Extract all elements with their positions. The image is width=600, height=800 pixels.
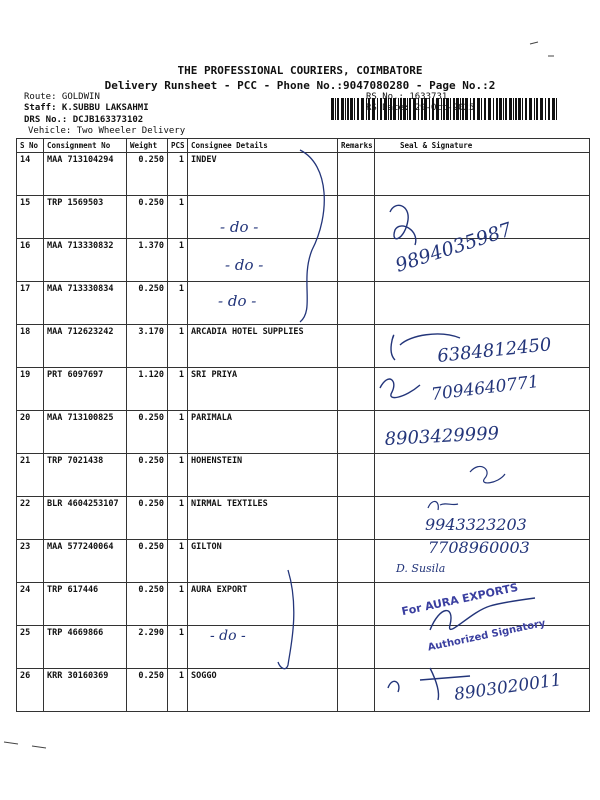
barcode-bar bbox=[545, 98, 546, 120]
barcode-bar bbox=[357, 98, 359, 120]
row-sno: 17 bbox=[17, 282, 44, 325]
row-consignee: NIRMAL TEXTILES bbox=[188, 497, 338, 540]
row-signature bbox=[375, 153, 590, 196]
row-consignee bbox=[188, 282, 338, 325]
col-remarks: Remarks bbox=[338, 139, 375, 153]
row-consignment: MAA 713330834 bbox=[44, 282, 127, 325]
scan-mark bbox=[4, 742, 46, 748]
row-pcs: 1 bbox=[168, 411, 188, 454]
barcode-bar bbox=[361, 98, 364, 120]
row-remarks bbox=[338, 153, 375, 196]
row-sno: 19 bbox=[17, 368, 44, 411]
phone-note: 6384812450 bbox=[436, 334, 553, 367]
row-consignee: ARCADIA HOTEL SUPPLIES bbox=[188, 325, 338, 368]
row-remarks bbox=[338, 239, 375, 282]
row-signature bbox=[375, 454, 590, 497]
barcode-bar bbox=[548, 98, 550, 120]
row-consignment: TRP 617446 bbox=[44, 583, 127, 626]
row-weight: 0.250 bbox=[127, 454, 168, 497]
table-row bbox=[17, 626, 590, 669]
row-sno: 20 bbox=[17, 411, 44, 454]
row-sno: 18 bbox=[17, 325, 44, 368]
row-sno: 22 bbox=[17, 497, 44, 540]
scan-mark bbox=[530, 42, 554, 56]
row-remarks bbox=[338, 196, 375, 239]
row-weight: 0.250 bbox=[127, 669, 168, 712]
staff-label: Staff: K.SUBBU LAKSAHMI bbox=[24, 103, 149, 113]
row-pcs: 1 bbox=[168, 239, 188, 282]
barcode-bar bbox=[522, 98, 523, 120]
row-remarks bbox=[338, 411, 375, 454]
barcode-bar bbox=[552, 98, 555, 120]
row-consignment: MAA 577240064 bbox=[44, 540, 127, 583]
barcode-bar bbox=[513, 98, 514, 120]
table-row bbox=[17, 497, 590, 540]
barcode-bar bbox=[350, 98, 353, 120]
phone-note: 8903020011 bbox=[452, 670, 563, 705]
row-signature bbox=[375, 196, 590, 239]
row-consignment: MAA 713104294 bbox=[44, 153, 127, 196]
barcode-bar bbox=[515, 98, 517, 120]
barcode-bar bbox=[536, 98, 538, 120]
barcode-bar bbox=[525, 98, 527, 120]
row-consignee: GILTON bbox=[188, 540, 338, 583]
row-pcs: 1 bbox=[168, 325, 188, 368]
drs-label: DRS No.: DCJB163373102 bbox=[24, 115, 144, 125]
row-sno: 15 bbox=[17, 196, 44, 239]
row-consignee: HOHENSTEIN bbox=[188, 454, 338, 497]
route-label: Route: GOLDWIN bbox=[24, 92, 100, 102]
phone-note: 7708960003 bbox=[428, 538, 530, 557]
row-weight: 1.370 bbox=[127, 239, 168, 282]
row-weight: 0.250 bbox=[127, 540, 168, 583]
col-weight: Weight bbox=[127, 139, 168, 153]
company-title: THE PROFESSIONAL COURIERS, COIMBATORE bbox=[177, 64, 423, 77]
row-remarks bbox=[338, 282, 375, 325]
row-consignment: KRR 30160369 bbox=[44, 669, 127, 712]
barcode-bar bbox=[509, 98, 512, 120]
barcode-bar bbox=[496, 98, 498, 120]
table-row bbox=[17, 454, 590, 497]
row-weight: 0.250 bbox=[127, 583, 168, 626]
table-row bbox=[17, 282, 590, 325]
col-consignee: Consignee Details bbox=[188, 139, 338, 153]
row-consignment: TRP 4669866 bbox=[44, 626, 127, 669]
row-signature bbox=[375, 239, 590, 282]
ditto-mark: - do - bbox=[225, 256, 264, 274]
col-sno: S No bbox=[17, 139, 44, 153]
barcode-bar bbox=[488, 98, 491, 120]
row-weight: 0.250 bbox=[127, 282, 168, 325]
runsheet-subtitle: Delivery Runsheet - PCC - Phone No.:9047080280 - Page No.:2 bbox=[104, 79, 496, 92]
barcode-bar bbox=[518, 98, 521, 120]
row-signature bbox=[375, 325, 590, 368]
row-remarks bbox=[338, 583, 375, 626]
row-pcs: 1 bbox=[168, 282, 188, 325]
row-signature bbox=[375, 368, 590, 411]
barcode-bar bbox=[493, 98, 494, 120]
row-signature bbox=[375, 626, 590, 669]
rs-date: RS Date: 29-Oct-2025 bbox=[366, 103, 475, 113]
row-sno: 16 bbox=[17, 239, 44, 282]
col-pcs: PCS bbox=[168, 139, 188, 153]
row-signature bbox=[375, 282, 590, 325]
row-pcs: 1 bbox=[168, 583, 188, 626]
row-pcs: 1 bbox=[168, 540, 188, 583]
barcode-bar bbox=[481, 98, 482, 120]
row-remarks bbox=[338, 626, 375, 669]
row-pcs: 1 bbox=[168, 454, 188, 497]
table-row bbox=[17, 153, 590, 196]
table-header-row bbox=[17, 139, 590, 153]
row-consignee: INDEV bbox=[188, 153, 338, 196]
row-weight: 0.250 bbox=[127, 196, 168, 239]
row-consignee: PARIMALA bbox=[188, 411, 338, 454]
row-remarks bbox=[338, 368, 375, 411]
barcode-bar bbox=[337, 98, 339, 120]
row-sno: 26 bbox=[17, 669, 44, 712]
table-row bbox=[17, 540, 590, 583]
row-consignee: AURA EXPORT bbox=[188, 583, 338, 626]
name-note: D. Susila bbox=[396, 562, 446, 575]
ditto-mark: - do - bbox=[210, 628, 246, 644]
row-consignment: TRP 1569503 bbox=[44, 196, 127, 239]
table-row bbox=[17, 583, 590, 626]
row-weight: 1.120 bbox=[127, 368, 168, 411]
row-pcs: 1 bbox=[168, 368, 188, 411]
row-pcs: 1 bbox=[168, 153, 188, 196]
row-remarks bbox=[338, 454, 375, 497]
row-remarks bbox=[338, 669, 375, 712]
row-consignee bbox=[188, 196, 338, 239]
row-remarks bbox=[338, 540, 375, 583]
row-sno: 25 bbox=[17, 626, 44, 669]
row-pcs: 1 bbox=[168, 497, 188, 540]
row-consignment: MAA 713100825 bbox=[44, 411, 127, 454]
row-consignment: MAA 713330832 bbox=[44, 239, 127, 282]
barcode-bar bbox=[505, 98, 507, 120]
barcode-bar bbox=[503, 98, 504, 120]
stamp-line: For AURA EXPORTS bbox=[400, 580, 520, 619]
row-consignment: BLR 4604253107 bbox=[44, 497, 127, 540]
row-remarks bbox=[338, 325, 375, 368]
barcode-bar bbox=[484, 98, 486, 120]
barcode-bar bbox=[331, 98, 334, 120]
row-signature bbox=[375, 411, 590, 454]
row-pcs: 1 bbox=[168, 196, 188, 239]
row-consignment: MAA 712623242 bbox=[44, 325, 127, 368]
phone-note: 9943323203 bbox=[425, 515, 527, 534]
table-row bbox=[17, 325, 590, 368]
barcode-bar bbox=[529, 98, 532, 120]
stamp-line: Authorized Signatory bbox=[426, 617, 547, 654]
barcode-bar bbox=[556, 98, 557, 120]
barcode-bar bbox=[335, 98, 336, 120]
barcode-bar bbox=[354, 98, 355, 120]
row-weight: 2.290 bbox=[127, 626, 168, 669]
row-consignee: SOGGO bbox=[188, 669, 338, 712]
barcode-bar bbox=[345, 98, 346, 120]
table-row bbox=[17, 239, 590, 282]
barcode-bar bbox=[477, 98, 480, 120]
row-signature bbox=[375, 497, 590, 540]
rs-number: RS No.: 1633731 bbox=[366, 92, 448, 102]
row-pcs: 1 bbox=[168, 626, 188, 669]
row-consignee bbox=[188, 239, 338, 282]
row-weight: 0.250 bbox=[127, 153, 168, 196]
row-sno: 14 bbox=[17, 153, 44, 196]
barcode-bar bbox=[347, 98, 349, 120]
phone-note: 7094640771 bbox=[430, 371, 540, 405]
row-weight: 3.170 bbox=[127, 325, 168, 368]
row-remarks bbox=[338, 497, 375, 540]
row-signature bbox=[375, 540, 590, 583]
row-consignment: TRP 7021438 bbox=[44, 454, 127, 497]
barcode-bar bbox=[534, 98, 535, 120]
phone-note: 8903429999 bbox=[384, 423, 500, 450]
ditto-mark: - do - bbox=[218, 292, 257, 310]
row-weight: 0.250 bbox=[127, 497, 168, 540]
vehicle-label: Vehicle: Two Wheeler Delivery bbox=[28, 126, 186, 136]
row-sno: 23 bbox=[17, 540, 44, 583]
row-pcs: 1 bbox=[168, 669, 188, 712]
table-row bbox=[17, 368, 590, 411]
barcode-bar bbox=[499, 98, 502, 120]
col-consignment: Consignment No bbox=[44, 139, 127, 153]
row-signature bbox=[375, 580, 590, 626]
col-signature: Seal & Signature bbox=[375, 139, 590, 153]
row-consignee bbox=[188, 626, 338, 669]
table-row bbox=[17, 411, 590, 454]
row-weight: 0.250 bbox=[127, 411, 168, 454]
ditto-mark: - do - bbox=[220, 218, 259, 236]
table-row bbox=[17, 196, 590, 239]
phone-note: 9894035987 bbox=[392, 218, 515, 277]
table-row bbox=[17, 669, 590, 712]
row-consignee: SRI PRIYA bbox=[188, 368, 338, 411]
row-consignment: PRT 6097697 bbox=[44, 368, 127, 411]
barcode-bar bbox=[341, 98, 344, 120]
row-sno: 24 bbox=[17, 583, 44, 626]
row-signature bbox=[375, 669, 590, 712]
row-sno: 21 bbox=[17, 454, 44, 497]
runsheet-table bbox=[16, 138, 590, 712]
barcode-bar bbox=[540, 98, 543, 120]
